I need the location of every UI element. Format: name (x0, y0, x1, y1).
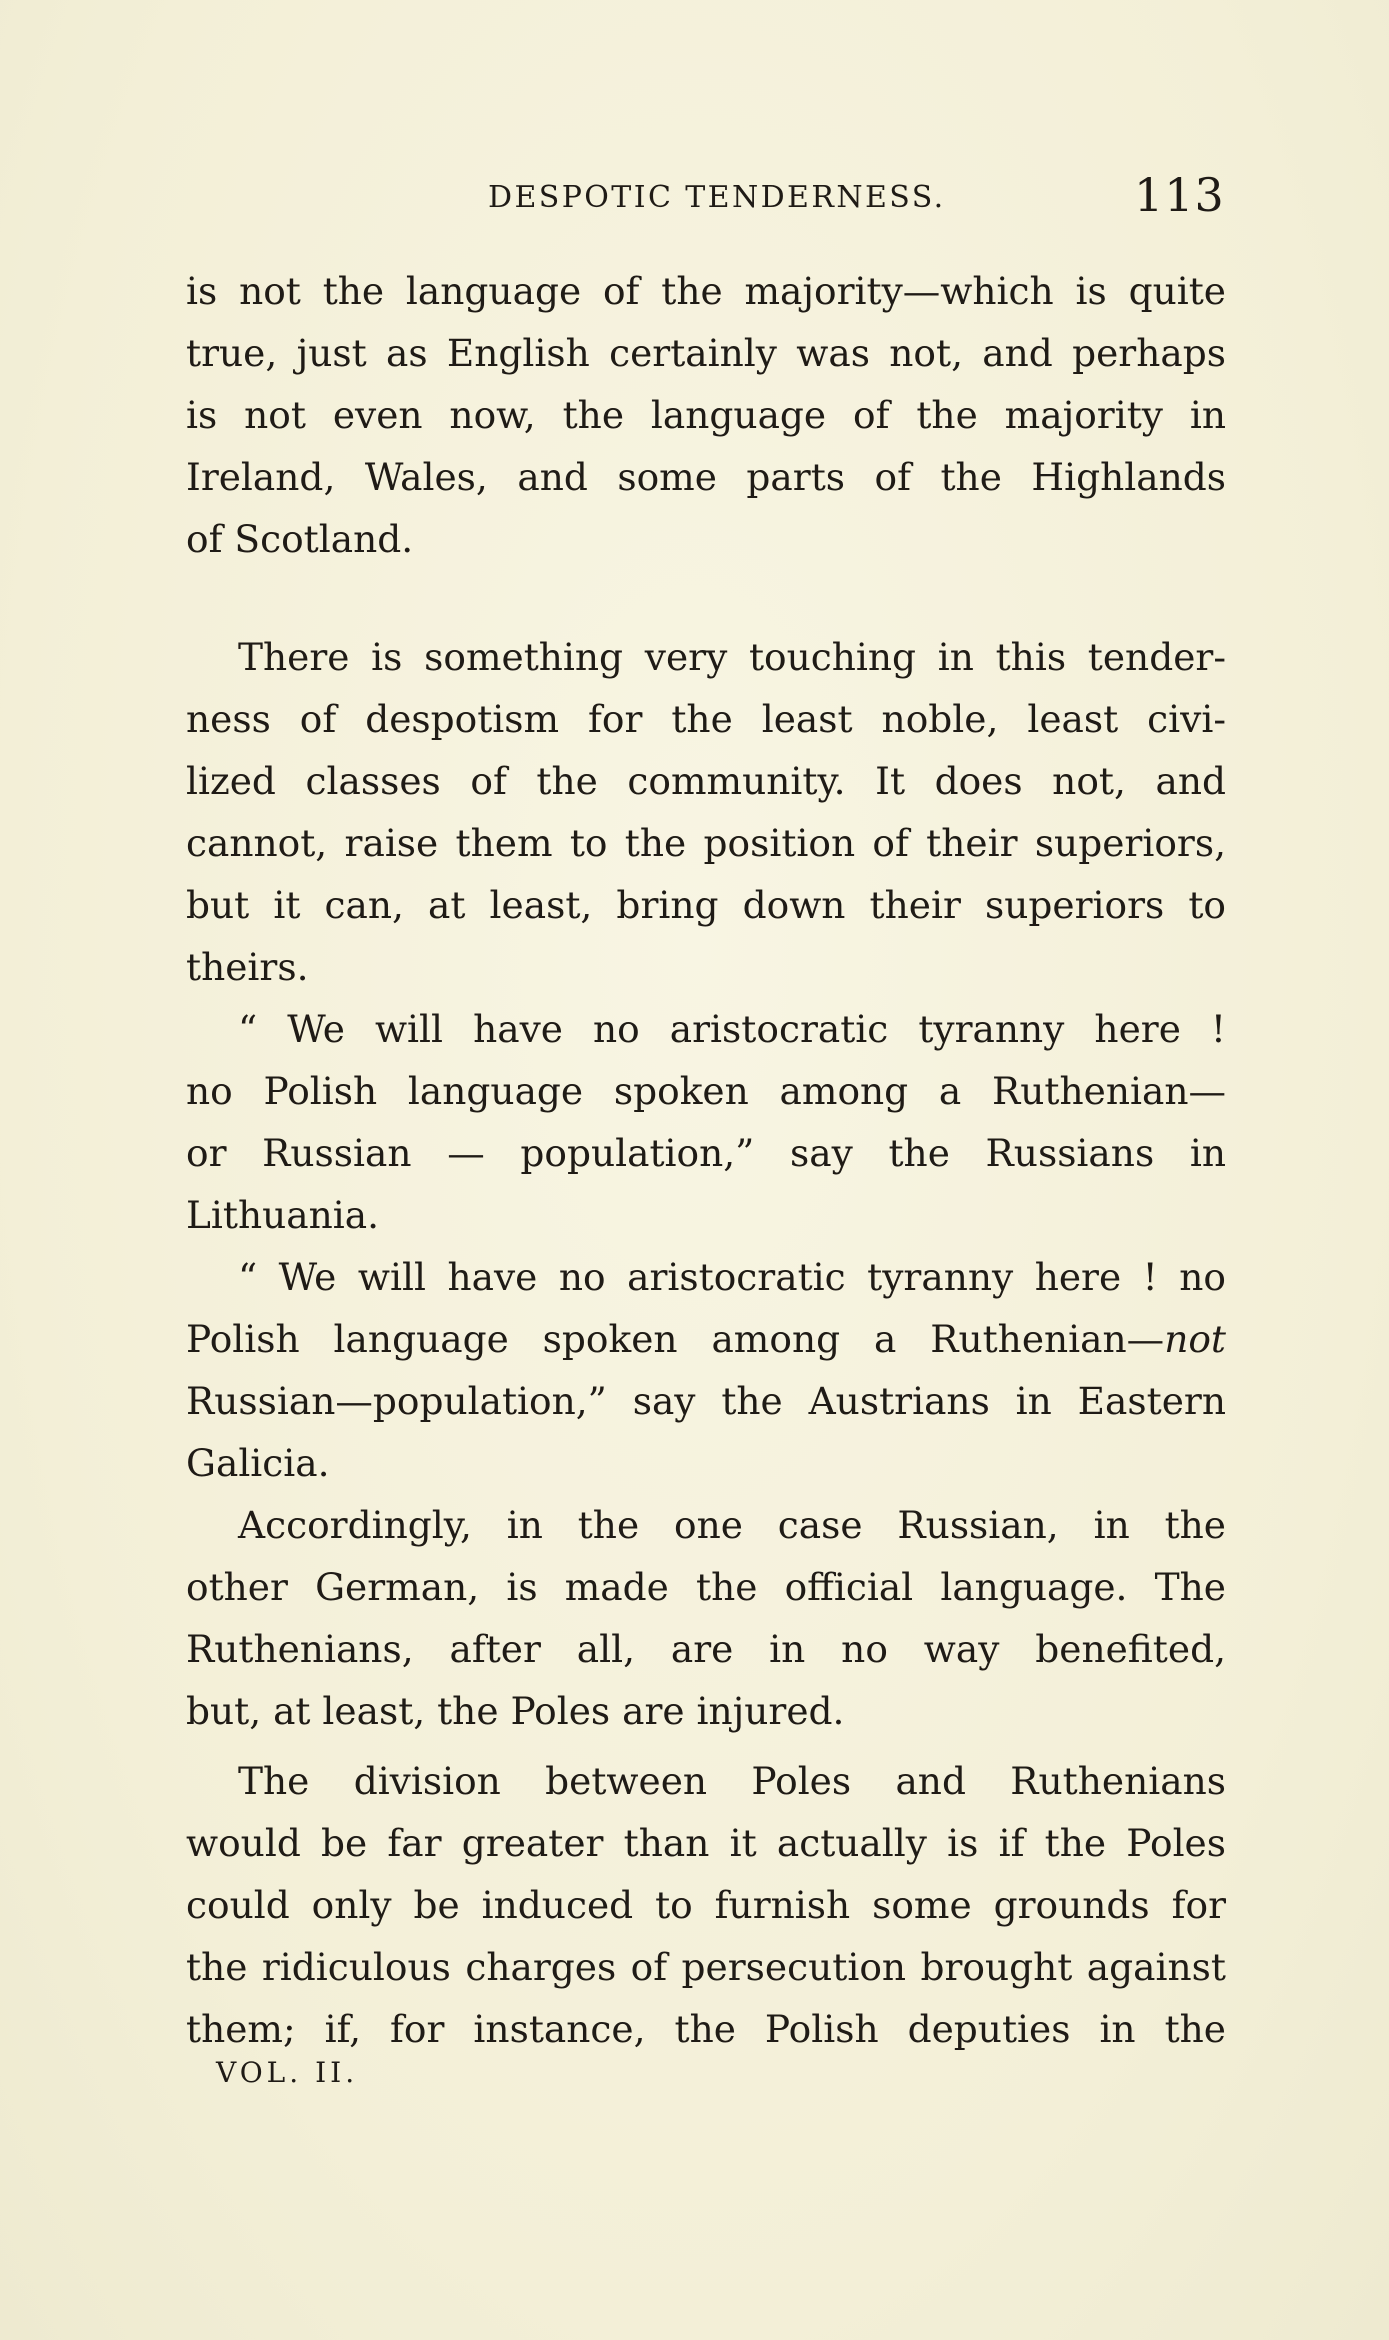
text-line: other German, is made the official language. The (186, 1565, 1226, 1609)
page-number: 113 (1134, 168, 1225, 222)
body-text (186, 260, 1226, 2060)
text-line: There is something very touching in this tender- (238, 635, 1226, 679)
text-line: is not the language of the majority—which is quite (186, 269, 1226, 313)
text-line: or Russian — population,” say the Russians in (186, 1131, 1226, 1175)
running-head (0, 168, 1389, 224)
text-line: would be far greater than it actually is if the Poles (186, 1821, 1226, 1865)
text-line: “ We will have no aristocratic tyranny here ! (238, 1007, 1226, 1051)
signature-mark: VOL. II. (216, 2056, 359, 2089)
text-span: Polish language spoken among a Ruthenian— (186, 1317, 1165, 1361)
paragraph-1 (186, 260, 1226, 570)
paragraph-3 (186, 998, 1226, 1246)
text-line: is not even now, the language of the majority in (186, 393, 1226, 437)
text-line: no Polish language spoken among a Ruthenian— (186, 1069, 1226, 1113)
text-line: Accordingly, in the one case Russian, in the (238, 1503, 1226, 1547)
text-line: Lithuania. (186, 1193, 380, 1237)
text-line: true, just as English certainly was not, and perhaps (186, 331, 1226, 375)
text-line: them; if, for instance, the Polish deputies in the (186, 2007, 1226, 2051)
text-line: The division between Poles and Ruthenians (238, 1759, 1226, 1803)
paragraph-2 (186, 626, 1226, 998)
text-line: of Scotland. (186, 517, 414, 561)
text-line: Galicia. (186, 1441, 330, 1485)
paragraph-gap (186, 570, 1226, 626)
text-line: Russian—population,” say the Austrians in Eastern (186, 1379, 1226, 1423)
text-line: “ We will have no aristocratic tyranny here ! no (238, 1255, 1226, 1299)
text-line: but it can, at least, bring down their superiors to (186, 883, 1226, 927)
text-line: could only be induced to furnish some grounds for (186, 1883, 1226, 1927)
text-line: Ireland, Wales, and some parts of the Highlands (186, 455, 1226, 499)
text-line (186, 1308, 1226, 1370)
text-line: cannot, raise them to the position of their superiors, (186, 821, 1226, 865)
paragraph-6 (186, 1750, 1226, 2060)
text-line: theirs. (186, 945, 309, 989)
text-line: ness of despotism for the least noble, least civi- (186, 697, 1226, 741)
paragraph-4 (186, 1246, 1226, 1494)
paragraph-gap (186, 1742, 1226, 1750)
running-title: DESPOTIC TENDERNESS. (488, 180, 946, 215)
text-line: Ruthenians, after all, are in no way benefited, (186, 1627, 1226, 1671)
italic-emphasis: not (1164, 1317, 1226, 1361)
text-line: but, at least, the Poles are injured. (186, 1689, 845, 1733)
text-line: the ridiculous charges of persecution brought against (186, 1945, 1226, 1989)
paragraph-5 (186, 1494, 1226, 1742)
text-line: lized classes of the community. It does not, and (186, 759, 1226, 803)
